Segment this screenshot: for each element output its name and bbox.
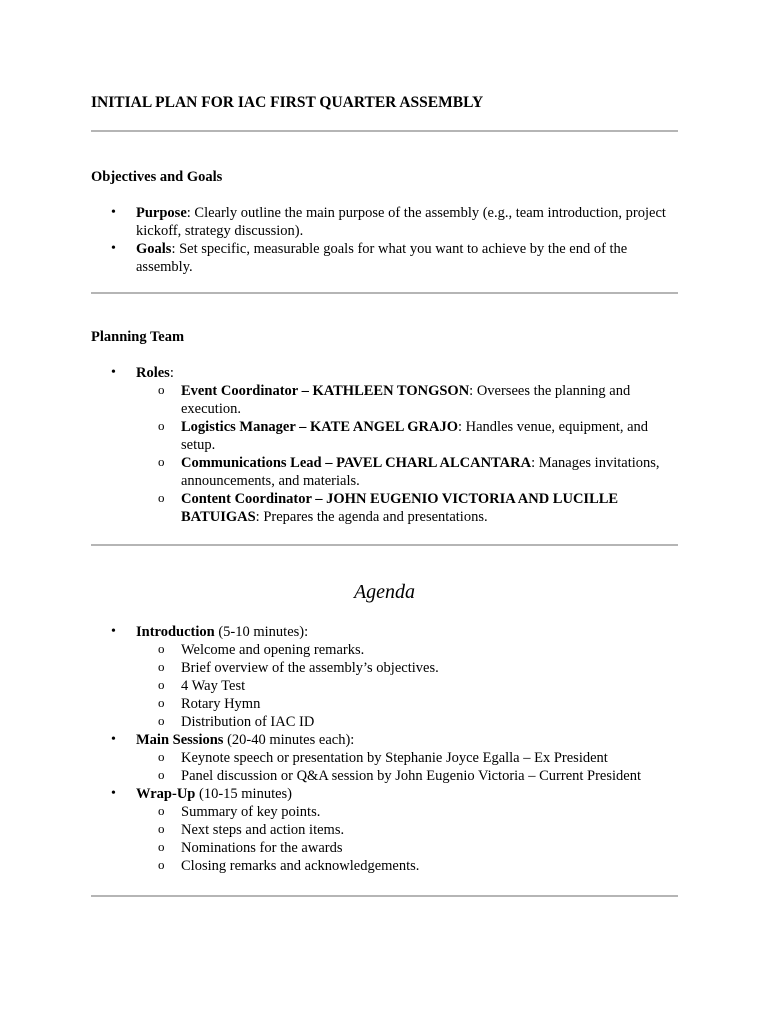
agenda-item: Brief overview of the assembly’s objectives.: [181, 660, 439, 676]
sub-bullet-icon: o: [158, 839, 165, 854]
purpose-label: Purpose: [136, 205, 187, 221]
objectives-heading: Objectives and Goals: [91, 169, 223, 185]
bullet-icon: •: [111, 624, 116, 639]
sub-bullet-icon: o: [158, 677, 165, 692]
agenda-item: Next steps and action items.: [181, 822, 345, 838]
agenda-section-duration: (20-40 minutes each):: [223, 732, 355, 748]
planning-team-heading: Planning Team: [91, 329, 185, 345]
list-item: [91, 623, 678, 731]
role-description: : Manages invitations, announcements, and materials.: [181, 455, 660, 489]
agenda-section-label: Introduction: [136, 624, 215, 640]
list-item: [136, 839, 678, 857]
list-item: [136, 857, 678, 875]
agenda-sub-list: [136, 749, 678, 785]
list-item: [136, 749, 678, 767]
objectives-list: [91, 204, 678, 276]
list-item: [136, 641, 678, 659]
agenda-section-duration: (5-10 minutes):: [214, 624, 309, 640]
agenda-item: Welcome and opening remarks.: [181, 642, 365, 658]
planning-team-list: [91, 364, 678, 526]
roles-colon: :: [169, 365, 174, 381]
agenda-item: 4 Way Test: [181, 678, 246, 694]
role-title: Event Coordinator – KATHLEEN TONGSON: [181, 383, 470, 399]
sub-bullet-icon: o: [158, 454, 165, 469]
list-item: [136, 767, 678, 785]
horizontal-rule: [91, 292, 678, 294]
goals-text: : Set specific, measurable goals for what you want to achieve by the end of the assembly.: [136, 241, 628, 275]
sub-bullet-icon: o: [158, 418, 165, 433]
agenda-item: Rotary Hymn: [181, 696, 261, 712]
list-item: [136, 713, 678, 731]
sub-bullet-icon: o: [158, 659, 165, 674]
agenda-sub-list: [136, 641, 678, 731]
bullet-icon: •: [111, 786, 116, 801]
list-item: [136, 490, 678, 526]
purpose-text: : Clearly outline the main purpose of the assembly (e.g., team introduction, project kickoff, strategy discussion).: [136, 205, 666, 239]
sub-bullet-icon: o: [158, 490, 165, 505]
horizontal-rule: [91, 895, 678, 897]
list-item: [91, 240, 678, 276]
sub-bullet-icon: o: [158, 857, 165, 872]
document-title: INITIAL PLAN FOR IAC FIRST QUARTER ASSEMBLY: [91, 94, 484, 111]
sub-bullet-icon: o: [158, 382, 165, 397]
agenda-section-label: Wrap-Up: [136, 786, 196, 802]
list-item: [136, 695, 678, 713]
sub-bullet-icon: o: [158, 749, 165, 764]
agenda-section-duration: (10-15 minutes): [195, 786, 293, 802]
sub-bullet-icon: o: [158, 713, 165, 728]
agenda-sub-list: [136, 803, 678, 875]
sub-bullet-icon: o: [158, 803, 165, 818]
horizontal-rule: [91, 544, 678, 546]
role-title: Logistics Manager – KATE ANGEL GRAJO: [181, 419, 458, 435]
list-item: [136, 677, 678, 695]
agenda-item: Summary of key points.: [181, 804, 321, 820]
role-title: Communications Lead – PAVEL CHARL ALCANTARA: [181, 455, 532, 471]
role-title: Content Coordinator – JOHN EUGENIO VICTORIA AND LUCILLE BATUIGAS: [181, 491, 619, 525]
list-item: [91, 785, 678, 875]
list-item: [136, 803, 678, 821]
list-item: [91, 364, 678, 526]
agenda-item: Keynote speech or presentation by Stephanie Joyce Egalla – Ex President: [181, 750, 608, 766]
bullet-icon: •: [111, 365, 116, 380]
sub-bullet-icon: o: [158, 695, 165, 710]
agenda-list: [91, 623, 678, 875]
agenda-item: Panel discussion or Q&A session by John Eugenio Victoria – Current President: [181, 768, 641, 784]
goals-label: Goals: [136, 241, 172, 257]
sub-bullet-icon: o: [158, 821, 165, 836]
sub-bullet-icon: o: [158, 641, 165, 656]
roles-list: [136, 382, 678, 526]
agenda-section-label: Main Sessions: [136, 732, 224, 748]
bullet-icon: •: [111, 241, 116, 256]
list-item: [136, 454, 678, 490]
list-item: [136, 821, 678, 839]
agenda-item: Nominations for the awards: [181, 840, 343, 856]
list-item: [136, 659, 678, 677]
list-item: [91, 731, 678, 785]
role-description: : Handles venue, equipment, and setup.: [181, 419, 649, 453]
role-description: : Prepares the agenda and presentations.: [255, 509, 488, 525]
agenda-item: Closing remarks and acknowledgements.: [181, 858, 420, 874]
role-description: : Oversees the planning and execution.: [181, 383, 631, 417]
list-item: [136, 418, 678, 454]
horizontal-rule: [91, 130, 678, 132]
agenda-item: Distribution of IAC ID: [181, 714, 315, 730]
bullet-icon: •: [111, 732, 116, 747]
sub-bullet-icon: o: [158, 767, 165, 782]
agenda-heading: Agenda: [353, 581, 416, 603]
list-item: [91, 204, 678, 240]
bullet-icon: •: [111, 205, 116, 220]
roles-label: Roles: [136, 365, 170, 381]
list-item: [136, 382, 678, 418]
